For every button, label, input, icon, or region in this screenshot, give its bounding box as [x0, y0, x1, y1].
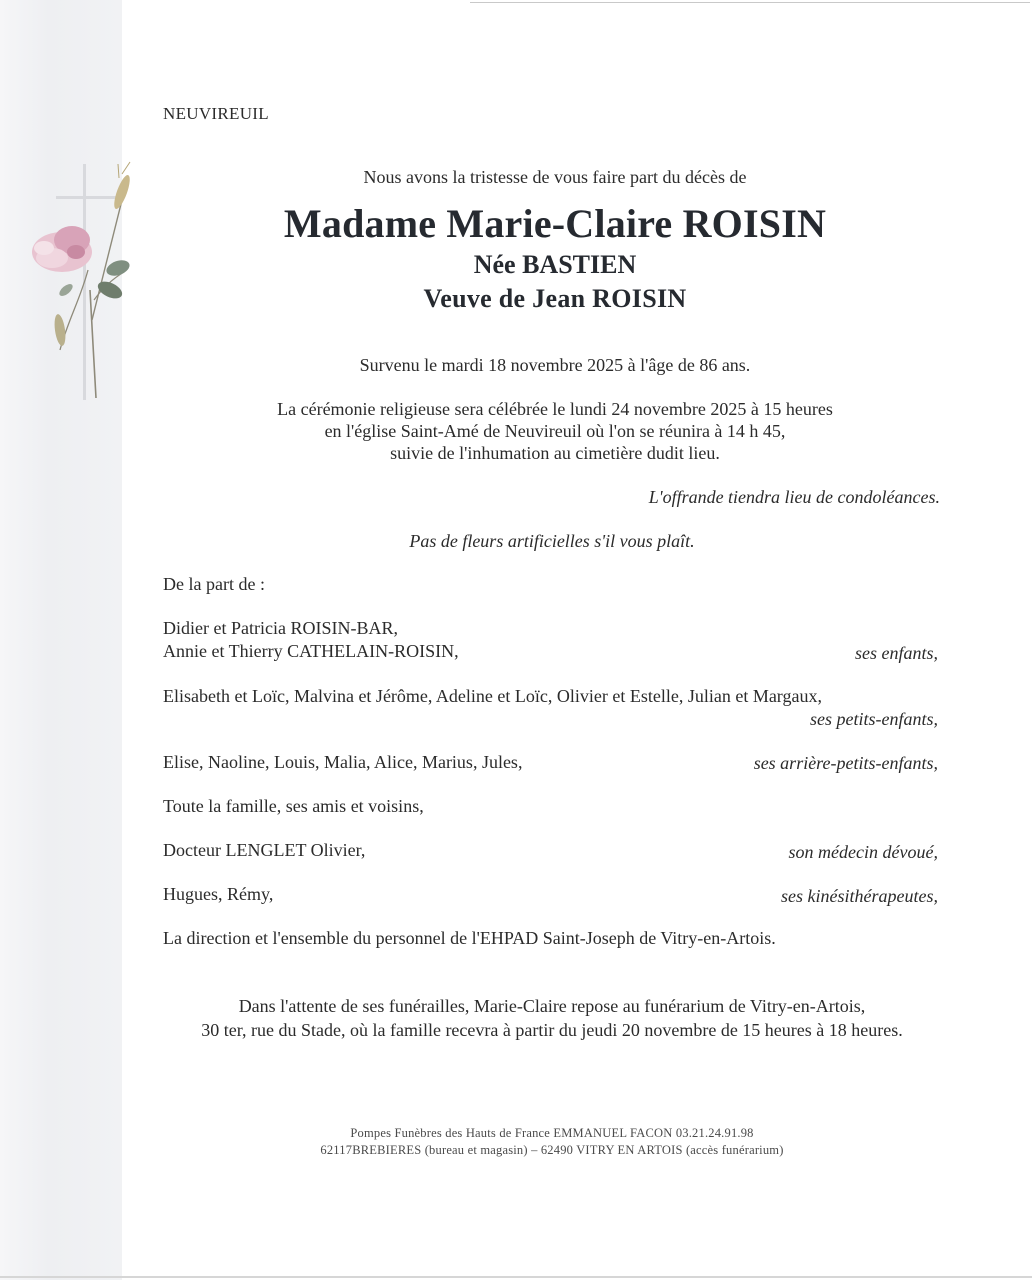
family-children-line-2: Annie et Thierry CATHELAIN-ROISIN, [163, 641, 459, 661]
offering-note: L'offrande tiendra lieu de condoléances. [648, 487, 940, 507]
funerarium-line: 30 ter, rue du Stade, où la famille recevra à partir du jeudi 20 novembre de 15 heures à 18 heures. [201, 1020, 903, 1040]
ceremony-line: La cérémonie religieuse sera célébrée le lundi 24 novembre 2025 à 15 heures [277, 399, 833, 419]
ceremony-line: suivie de l'inhumation au cimetière dudit lieu. [390, 443, 720, 463]
widow-of: Veuve de Jean ROISIN [423, 284, 687, 313]
family-children-line-1: Didier et Patricia ROISIN-BAR, [163, 618, 398, 638]
funerarium-line: Dans l'attente de ses funérailles, Marie-Claire repose au funérarium de Vitry-en-Artois, [238, 996, 866, 1016]
family-great-grandchildren-role: ses arrière-petits-enfants, [753, 753, 938, 773]
doctor-line: Docteur LENGLET Olivier, [163, 840, 366, 860]
funerarium-details [0, 994, 1032, 1042]
ehpad-line: La direction et l'ensemble du personnel de l'EHPAD Saint-Joseph de Vitry-en-Artois. [163, 928, 776, 948]
doctor-role: son médecin dévoué, [788, 842, 938, 862]
physio-role: ses kinésithérapeutes, [781, 886, 938, 906]
ceremony-line: en l'église Saint-Amé de Neuvireuil où l'on se réunira à 14 h 45, [324, 421, 786, 441]
footer-line: 62117BREBIERES (bureau et magasin) – 62490 VITRY EN ARTOIS (accès funérarium) [320, 1143, 784, 1157]
announcement-intro: Nous avons la tristesse de vous faire part du décès de [363, 167, 747, 187]
flowers-note: Pas de fleurs artificielles s'il vous plaît. [409, 531, 695, 551]
ceremony-details [0, 398, 1032, 464]
bottom-scan-rule [0, 1276, 1032, 1278]
family-great-grandchildren-line: Elise, Naoline, Louis, Malia, Alice, Marius, Jules, [163, 752, 523, 772]
funeral-home-footer [0, 1125, 1032, 1159]
death-date-line: Survenu le mardi 18 novembre 2025 à l'âge de 86 ans. [359, 355, 751, 375]
town-name: NEUVIREUIL [163, 104, 269, 123]
family-friends-line: Toute la famille, ses amis et voisins, [163, 796, 424, 816]
from-label: De la part de : [163, 574, 265, 594]
family-grandchildren-line: Elisabeth et Loïc, Malvina et Jérôme, Adeline et Loïc, Olivier et Estelle, Julian et Margaux, [163, 686, 822, 706]
physio-line: Hugues, Rémy, [163, 884, 274, 904]
family-grandchildren-role: ses petits-enfants, [810, 709, 938, 729]
maiden-name: Née BASTIEN [473, 250, 637, 279]
footer-line: Pompes Funèbres des Hauts de France EMMANUEL FACON 03.21.24.91.98 [350, 1126, 754, 1140]
top-scan-rule [470, 2, 1030, 3]
family-children-role: ses enfants, [855, 643, 938, 663]
deceased-name: Madame Marie-Claire ROISIN [283, 201, 827, 246]
